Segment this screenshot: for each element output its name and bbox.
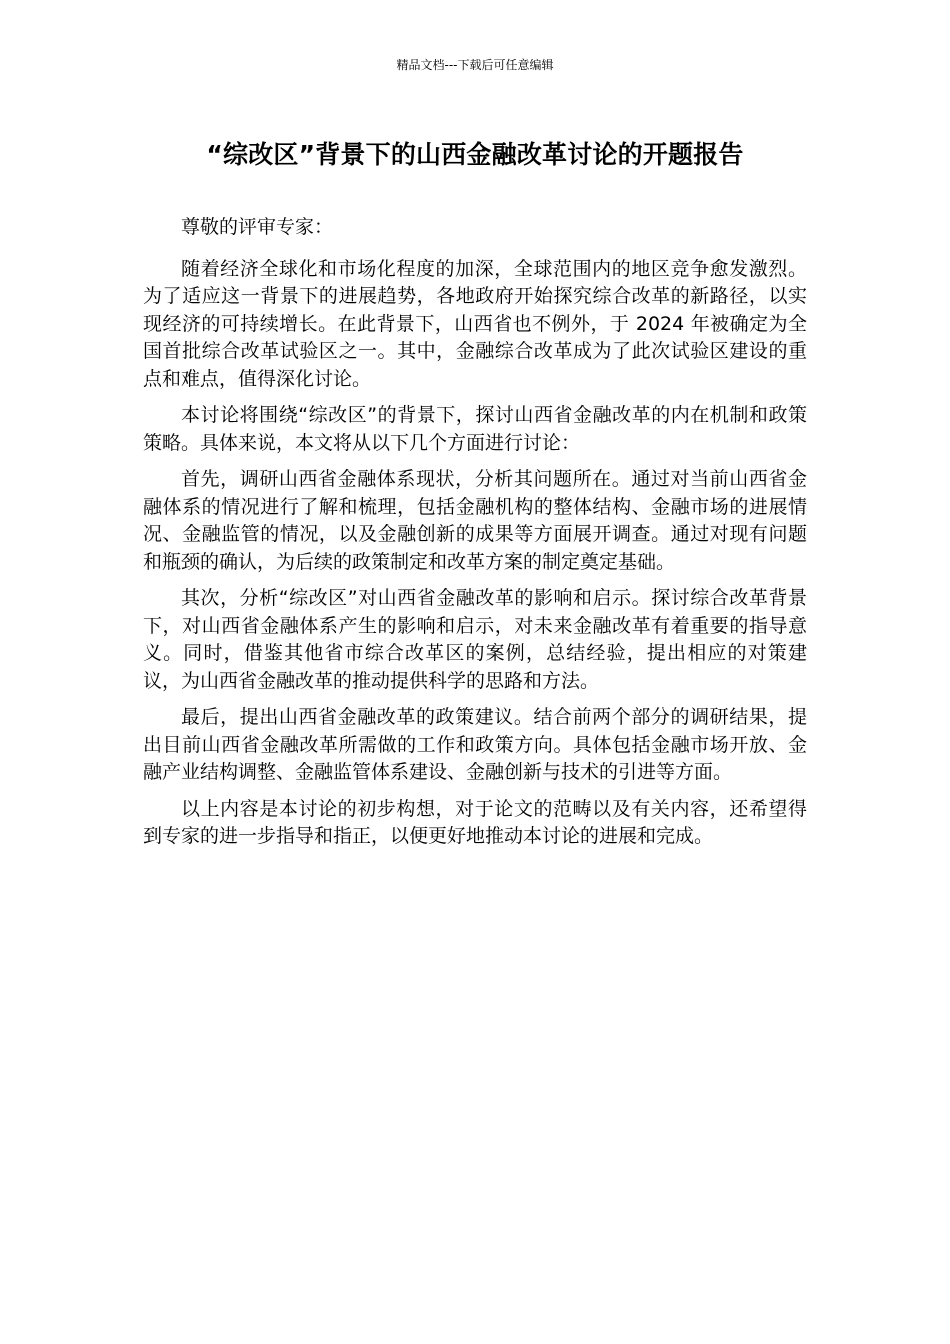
paragraph-first-point: 首先，调研山西省金融体系现状，分析其问题所在。通过对当前山西省金融体系的情况进行了解和梳理，包括金融机构的整体结构、金融市场的进展情况、金融监管的情况，以及金融创新的成果等方面展开调查。通过对现有问题和瓶颈的确认，为后续的政策制定和改革方案的制定奠定基础。 [143,468,807,573]
paragraph-scope: 本讨论将围绕“综改区”的背景下，探讨山西省金融改革的内在机制和政策策略。具体来说，本文将从以下几个方面进行讨论： [143,404,807,454]
paragraph-closing: 以上内容是本讨论的初步构想，对于论文的范畴以及有关内容，还希望得到专家的进一步指导和指正，以便更好地推动本讨论的进展和完成。 [143,797,807,847]
document-title: “综改区”背景下的山西金融改革讨论的开题报告 [206,140,744,169]
paragraph-third-point: 最后，提出山西省金融改革的政策建议。结合前两个部分的调研结果，提出目前山西省金融改革所需做的工作和政策方向。具体包括金融市场开放、金融产业结构调整、金融监管体系建设、金融创新与技术的引进等方面。 [143,706,807,783]
document-body [143,214,807,860]
paragraph-second-point: 其次，分析“综改区”对山西省金融改革的影响和启示。探讨综合改革背景下，对山西省金融体系产生的影响和启示，对未来金融改革有着重要的指导意义。同时，借鉴其他省市综合改革区的案例，总结经验，提出相应的对策建议，为山西省金融改革的推动提供科学的思路和方法。 [143,587,807,692]
page-header: 精品文档---下载后可任意编辑 [396,58,554,72]
salutation: 尊敬的评审专家： [181,216,334,238]
paragraph-background: 随着经济全球化和市场化程度的加深，全球范围内的地区竞争愈发激烈。为了适应这一背景下的进展趋势，各地政府开始探究综合改革的新路径，以实现经济的可持续增长。在此背景下，山西省也不例外，于 2024 年被确定为全国首批综合改革试验区之一。其中，金融综合改革成为了此次试验区建设的重点和难点，值得深化讨论。 [143,257,807,390]
